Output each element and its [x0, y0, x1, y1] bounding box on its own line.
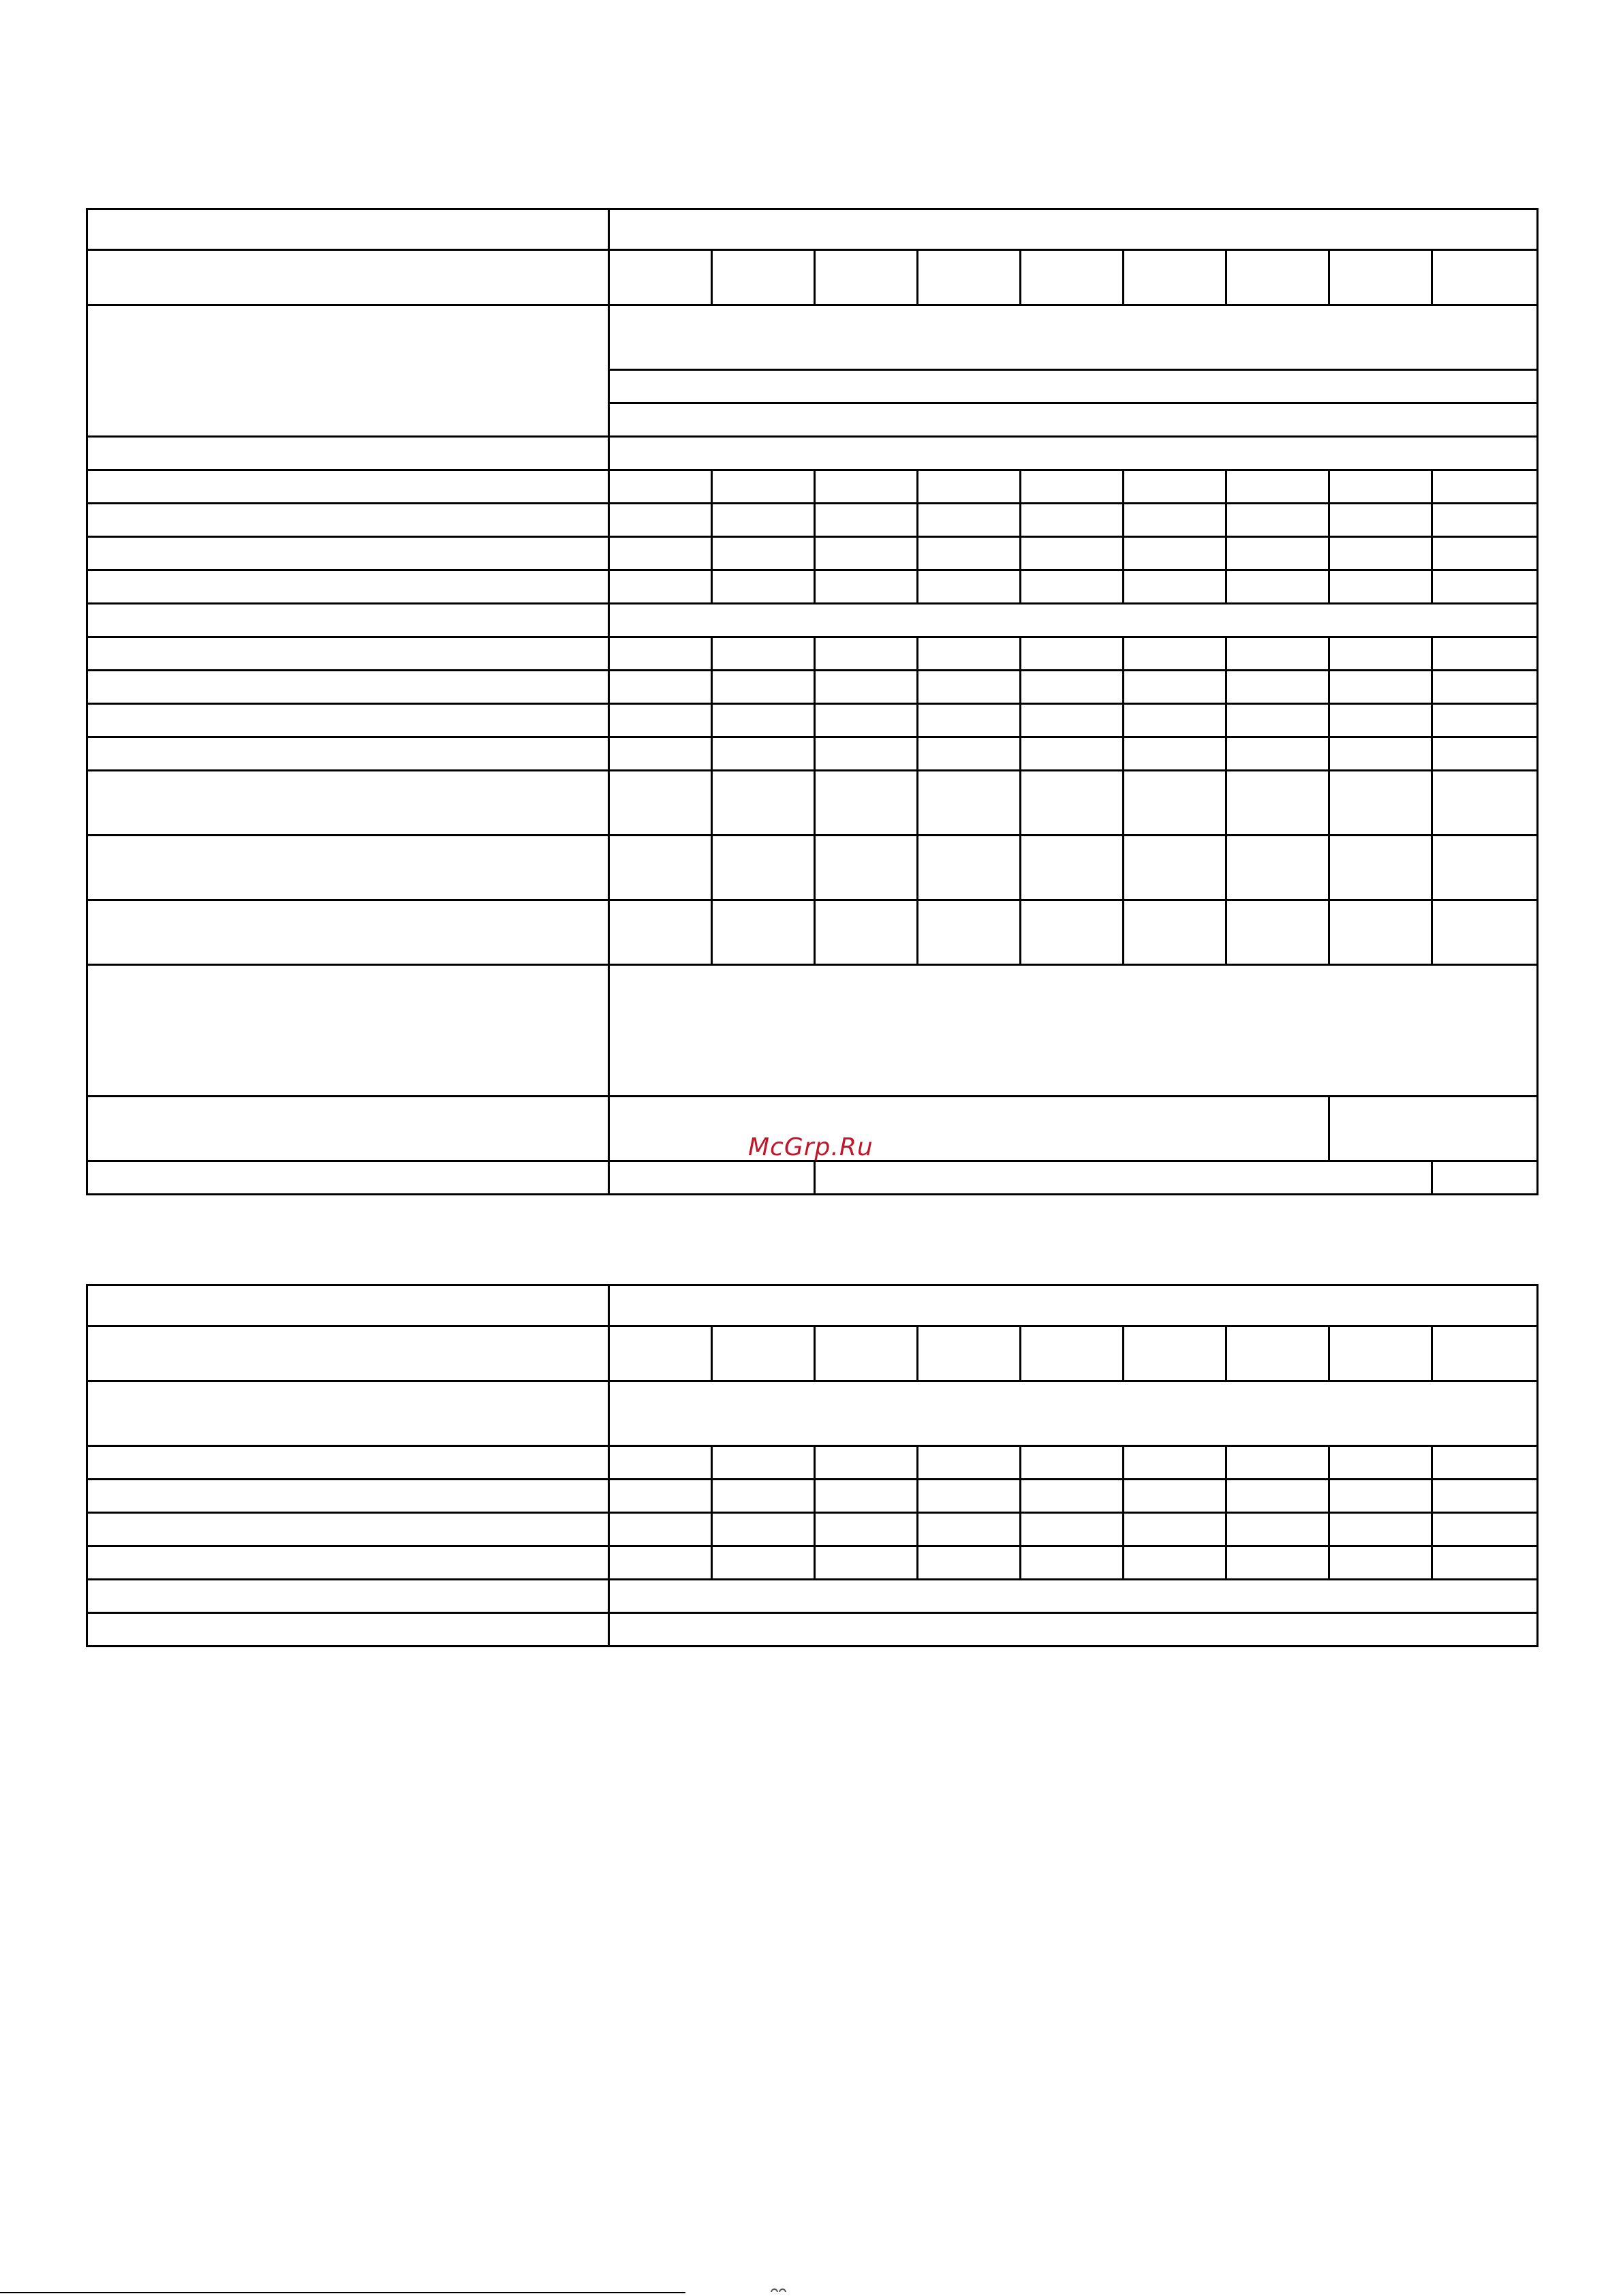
table-row — [87, 1613, 1538, 1647]
table-cell — [1021, 504, 1124, 537]
table-cell — [712, 836, 815, 900]
table-cell — [87, 1285, 609, 1326]
table-cell — [712, 250, 815, 305]
table-cell — [918, 1546, 1021, 1580]
table-row — [87, 1381, 1538, 1446]
table-cell — [1021, 1326, 1124, 1381]
table-cell — [609, 671, 712, 704]
table-cell — [609, 900, 712, 965]
table-cell — [87, 1161, 609, 1195]
table-cell — [609, 604, 1538, 637]
table-cell — [1226, 1480, 1329, 1513]
table-cell — [815, 470, 918, 504]
table-cell — [918, 1446, 1021, 1480]
table-cell — [1124, 570, 1226, 604]
table-row — [87, 771, 1538, 836]
table-cell — [87, 250, 609, 305]
table-cell — [918, 671, 1021, 704]
table-cell — [609, 836, 712, 900]
table-cell — [1432, 537, 1538, 570]
table-cell — [1021, 637, 1124, 671]
table-cell — [815, 637, 918, 671]
table-cell — [1124, 637, 1226, 671]
table-cell — [712, 671, 815, 704]
table-cell — [87, 1381, 609, 1446]
table-cell — [1124, 737, 1226, 771]
table-cell — [1226, 836, 1329, 900]
table-cell — [712, 504, 815, 537]
table-row — [87, 1285, 1538, 1326]
table-cell — [1124, 1546, 1226, 1580]
table-cell — [1329, 1097, 1538, 1161]
table-row — [87, 900, 1538, 965]
table-cell — [815, 1161, 1432, 1195]
table-row — [87, 604, 1538, 637]
table-row — [87, 250, 1538, 305]
table-cell — [712, 1513, 815, 1546]
table-cell — [1124, 1446, 1226, 1480]
table-cell — [815, 504, 918, 537]
table-cell — [609, 737, 712, 771]
table-cell — [87, 671, 609, 704]
table-cell — [87, 1480, 609, 1513]
table-cell — [609, 250, 712, 305]
specification-table-1 — [86, 208, 1539, 1195]
table-cell — [918, 1326, 1021, 1381]
table-cell — [712, 1446, 815, 1480]
table-cell — [712, 737, 815, 771]
table-cell — [815, 570, 918, 604]
table-cell — [918, 771, 1021, 836]
table-row — [87, 1580, 1538, 1613]
table-cell — [1432, 737, 1538, 771]
table-cell — [1432, 504, 1538, 537]
table-row — [87, 437, 1538, 470]
table-cell — [1124, 504, 1226, 537]
table-cell — [1124, 771, 1226, 836]
table-row — [87, 1161, 1538, 1195]
table-cell — [1226, 771, 1329, 836]
table-cell — [1226, 900, 1329, 965]
table-row — [87, 1513, 1538, 1546]
table-cell — [1329, 537, 1432, 570]
table-cell — [609, 1326, 712, 1381]
table-cell — [609, 437, 1538, 470]
table-cell — [1021, 737, 1124, 771]
table-cell — [1021, 836, 1124, 900]
table-row — [87, 570, 1538, 604]
table-row — [87, 836, 1538, 900]
table-row — [87, 737, 1538, 771]
table-cell — [712, 1326, 815, 1381]
table-cell — [1329, 250, 1432, 305]
table-cell — [609, 1446, 712, 1480]
table-cell — [87, 1513, 609, 1546]
table-cell — [918, 737, 1021, 771]
table-cell — [1329, 737, 1432, 771]
table-cell — [918, 637, 1021, 671]
table-cell — [609, 570, 712, 604]
table-cell — [1432, 771, 1538, 836]
table-cell — [918, 504, 1021, 537]
table-cell — [1329, 671, 1432, 704]
table-cell — [712, 537, 815, 570]
table-cell — [1432, 637, 1538, 671]
table-cell — [87, 1326, 609, 1381]
table-cell — [815, 1546, 918, 1580]
table-cell — [712, 900, 815, 965]
table-cell — [87, 1580, 609, 1613]
table-row — [87, 704, 1538, 737]
table-cell — [87, 1546, 609, 1580]
table-cell — [609, 1381, 1538, 1446]
table-cell — [1329, 504, 1432, 537]
table-row — [87, 537, 1538, 570]
table-cell — [1432, 900, 1538, 965]
table-cell — [1432, 671, 1538, 704]
table-cell — [1021, 1480, 1124, 1513]
table-cell — [87, 437, 609, 470]
table-cell — [1432, 250, 1538, 305]
table-cell — [815, 1480, 918, 1513]
table-cell — [609, 537, 712, 570]
table-cell — [87, 1446, 609, 1480]
table-cell — [1329, 1480, 1432, 1513]
table-cell — [712, 570, 815, 604]
table-cell — [1124, 250, 1226, 305]
table-cell — [87, 637, 609, 671]
table-cell — [609, 1097, 1329, 1161]
table-cell — [609, 403, 1538, 437]
table-cell — [712, 637, 815, 671]
table-row — [87, 1446, 1538, 1480]
table-cell — [1226, 1546, 1329, 1580]
table-cell — [609, 1546, 712, 1580]
table-cell — [918, 537, 1021, 570]
table-cell — [1226, 504, 1329, 537]
table-cell — [1021, 470, 1124, 504]
table-cell — [1124, 1513, 1226, 1546]
table-cell — [815, 671, 918, 704]
table-cell — [87, 470, 609, 504]
table-cell — [87, 305, 609, 437]
table-cell — [1124, 470, 1226, 504]
table-row — [87, 305, 1538, 370]
watermark-text: McGrp.Ru — [748, 1133, 874, 1161]
table-cell — [609, 1161, 815, 1195]
table-cell — [1226, 570, 1329, 604]
table-cell — [1124, 537, 1226, 570]
table-cell — [1432, 570, 1538, 604]
table-cell — [815, 900, 918, 965]
table-cell — [1226, 637, 1329, 671]
table-cell — [1329, 637, 1432, 671]
table-row — [87, 504, 1538, 537]
table-cell — [1021, 1446, 1124, 1480]
table-cell — [1329, 704, 1432, 737]
table-cell — [918, 250, 1021, 305]
table-cell — [87, 1097, 609, 1161]
table-cell — [918, 704, 1021, 737]
table-row — [87, 1480, 1538, 1513]
table-cell — [1021, 250, 1124, 305]
table-cell — [712, 1546, 815, 1580]
table-cell — [1021, 537, 1124, 570]
table-cell — [918, 1480, 1021, 1513]
table-cell — [1329, 771, 1432, 836]
table-cell — [87, 504, 609, 537]
table-cell — [609, 305, 1538, 370]
table-cell — [87, 771, 609, 836]
table-cell — [815, 537, 918, 570]
table-cell — [1432, 1480, 1538, 1513]
table-cell — [1329, 1513, 1432, 1546]
table-cell — [1124, 704, 1226, 737]
table-cell — [87, 965, 609, 1097]
table-cell — [87, 900, 609, 965]
table-cell — [87, 604, 609, 637]
table-cell — [1329, 1546, 1432, 1580]
table-cell — [918, 900, 1021, 965]
table-cell — [87, 737, 609, 771]
table-cell — [918, 836, 1021, 900]
table-cell — [1432, 704, 1538, 737]
table-cell — [1432, 836, 1538, 900]
table-cell — [1226, 704, 1329, 737]
table-cell — [712, 704, 815, 737]
table-cell — [1432, 1513, 1538, 1546]
table-cell — [1329, 1326, 1432, 1381]
table-row — [87, 1326, 1538, 1381]
table-row — [87, 965, 1538, 1097]
table-cell — [87, 570, 609, 604]
table-cell — [609, 637, 712, 671]
table-cell — [609, 1513, 712, 1546]
table-cell — [1432, 1446, 1538, 1480]
table-cell — [815, 1326, 918, 1381]
table-cell — [87, 1613, 609, 1647]
specification-table-2 — [86, 1284, 1539, 1647]
table-row — [87, 470, 1538, 504]
table-cell — [609, 1285, 1538, 1326]
table-cell — [1432, 1546, 1538, 1580]
table-cell — [1226, 1326, 1329, 1381]
table-cell — [1226, 737, 1329, 771]
table-cell — [87, 704, 609, 737]
table-cell — [1329, 900, 1432, 965]
table-cell — [1329, 570, 1432, 604]
table-cell — [1432, 470, 1538, 504]
table-cell — [1226, 1446, 1329, 1480]
table-cell — [1329, 470, 1432, 504]
table-cell — [609, 1613, 1538, 1647]
table-cell — [1021, 1546, 1124, 1580]
table-cell — [1226, 470, 1329, 504]
table-cell — [815, 1513, 918, 1546]
table-cell — [1124, 1326, 1226, 1381]
table-cell — [1021, 771, 1124, 836]
table-cell — [1021, 570, 1124, 604]
table-cell — [609, 1480, 712, 1513]
footer-divider — [0, 2292, 685, 2293]
table-cell — [712, 1480, 815, 1513]
table-cell — [918, 570, 1021, 604]
table-cell — [609, 965, 1538, 1097]
page-number-mark — [769, 2286, 786, 2292]
table-cell — [1226, 250, 1329, 305]
table-cell — [1226, 537, 1329, 570]
table-cell — [1226, 1513, 1329, 1546]
table-row — [87, 637, 1538, 671]
table-row — [87, 209, 1538, 250]
table-cell — [1124, 671, 1226, 704]
table-cell — [609, 504, 712, 537]
table-cell — [1021, 671, 1124, 704]
table-cell — [815, 737, 918, 771]
table-cell — [609, 771, 712, 836]
table-cell — [1021, 704, 1124, 737]
table-cell — [1124, 900, 1226, 965]
table-cell — [1021, 1513, 1124, 1546]
table-cell — [815, 1446, 918, 1480]
table-cell — [87, 209, 609, 250]
table-cell — [712, 771, 815, 836]
table-cell — [815, 836, 918, 900]
table-row — [87, 1546, 1538, 1580]
table-row — [87, 671, 1538, 704]
table-cell — [1226, 671, 1329, 704]
table-cell — [918, 1513, 1021, 1546]
table-cell — [1124, 836, 1226, 900]
table-cell — [609, 470, 712, 504]
table-cell — [1124, 1480, 1226, 1513]
table-cell — [1432, 1326, 1538, 1381]
table-cell — [87, 537, 609, 570]
table-cell — [609, 370, 1538, 403]
table-cell — [1329, 1446, 1432, 1480]
table-cell — [609, 704, 712, 737]
table-cell — [1021, 900, 1124, 965]
table-cell — [918, 470, 1021, 504]
table-cell — [1432, 1161, 1538, 1195]
table-cell — [609, 1580, 1538, 1613]
table-cell — [87, 836, 609, 900]
table-cell — [609, 209, 1538, 250]
table-cell — [815, 771, 918, 836]
table-cell — [712, 470, 815, 504]
table-cell — [1329, 836, 1432, 900]
table-cell — [815, 250, 918, 305]
table-cell — [815, 704, 918, 737]
